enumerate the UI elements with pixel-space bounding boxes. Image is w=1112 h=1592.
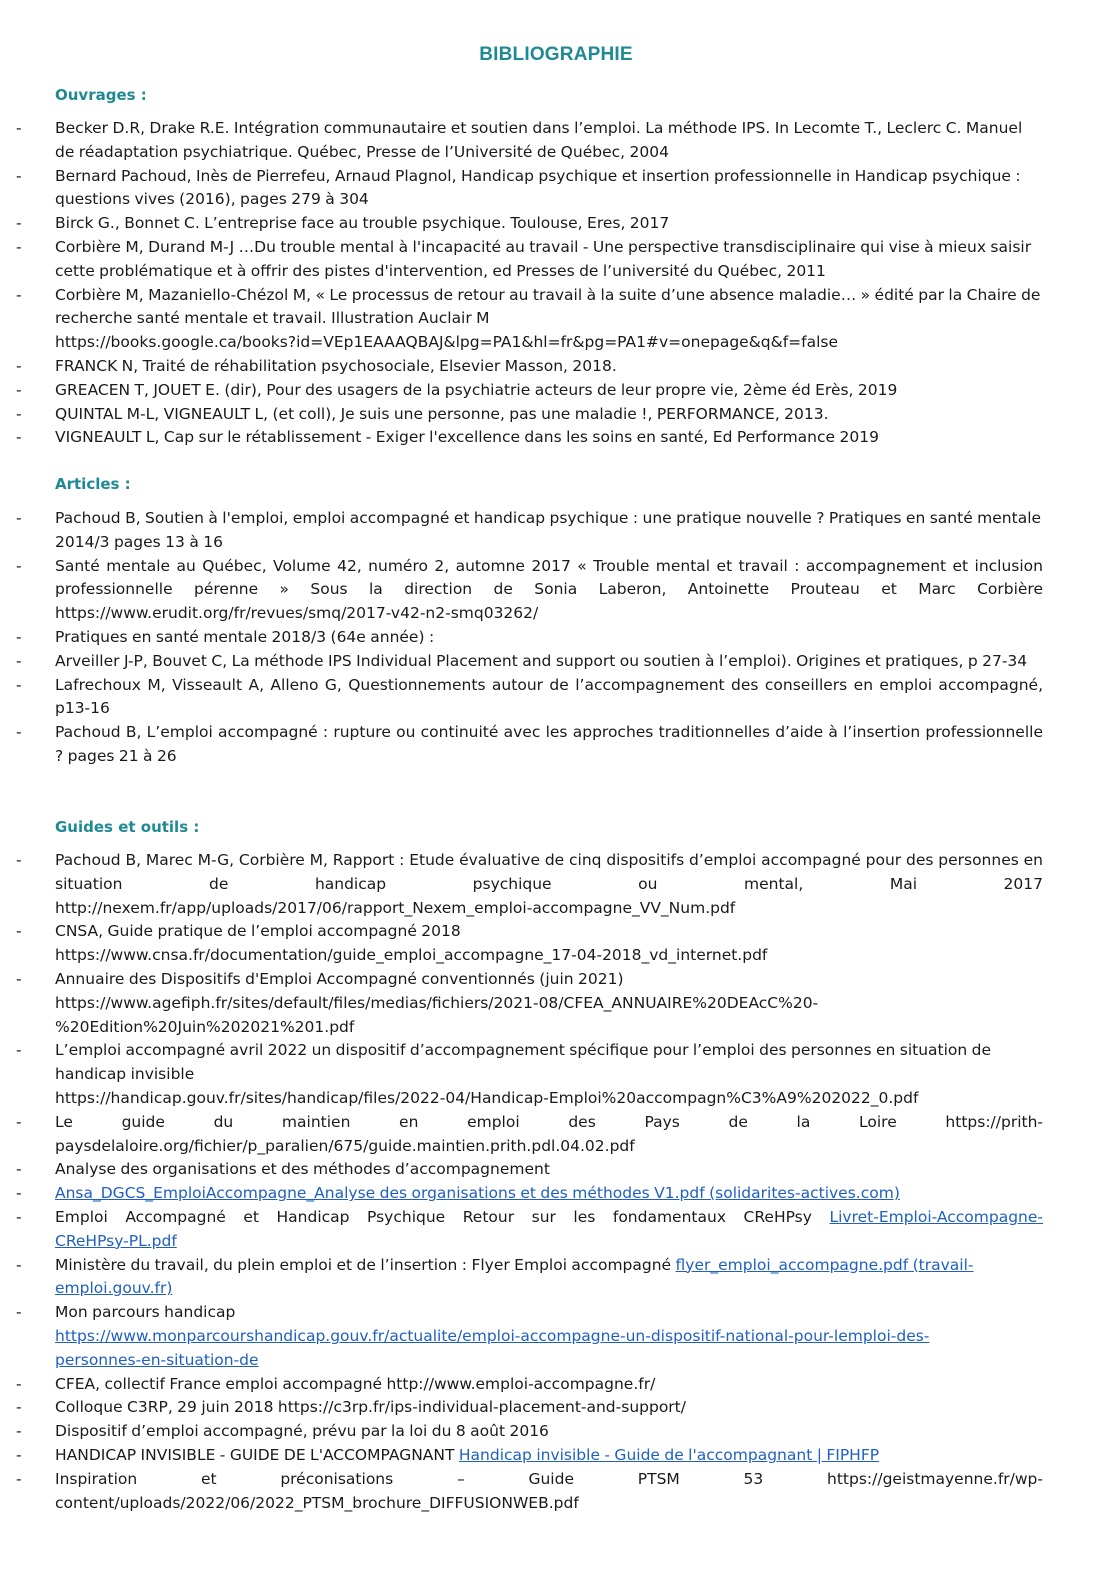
- articles-list: [0, 507, 1112, 769]
- monparcours-link-cont[interactable]: personnes-en-situation-de: [55, 1350, 259, 1369]
- list-item: - Colloque C3RP, 29 juin 2018 https://c3rp.fr/ips-individual-placement-and-support/: [16, 1398, 686, 1417]
- url-text: https://www.agefiph.fr/sites/default/files/medias/fichiers/2021-08/CFEA_ANNUAIRE%20DEAcC%20-: [55, 993, 819, 1012]
- list-item: - QUINTAL M-L, VIGNEAULT L, (et coll), Je suis une personne, pas une maladie !, PERFORMANCE, 2013.: [16, 404, 829, 423]
- list-item: - Analyse des organisations et des méthodes d’accompagnement: [16, 1160, 550, 1179]
- flyer-pdf-link-cont[interactable]: emploi.gouv.fr): [55, 1279, 173, 1298]
- crehpsy-pdf-link[interactable]: Livret-Emploi-Accompagne-: [829, 1207, 1043, 1226]
- list-item: - Pachoud B, L’emploi accompagné : rupture ou continuité avec les approches traditionnelles d’aide à l’insertion professionnelle ? pages 21 à 26: [16, 723, 1043, 765]
- list-item: - HANDICAP INVISIBLE - GUIDE DE L'ACCOMPAGNANT Handicap invisible - Guide de l'accompagnant | FIPHFP: [16, 1445, 880, 1464]
- url-text: https://handicap.gouv.fr/sites/handicap/files/2022-04/Handicap-Emploi%20accompagn%C3%A9%202022_0.pdf: [55, 1088, 919, 1107]
- url-text: https://books.google.ca/books?id=VEp1EAAAQBAJ&lpg=PA1&hl=fr&pg=PA1#v=onepage&q&f=false: [55, 333, 839, 352]
- crehpsy-pdf-link-cont[interactable]: CReHPsy-PL.pdf: [55, 1231, 177, 1250]
- list-item: - Corbière M, Mazaniello-Chézol M, « Le processus de retour au travail à la suite d’une absence maladie… » édité par la Chaire de recherche santé mentale et travail. Illustration Auclair M https://books.google.ca/books?id=VEp1EAAAQBAJ&lpg=PA1&hl=fr&pg=PA1#v=onepage&q&f=false: [0, 284, 1112, 355]
- list-item: - Le guide du maintien en emploi des Pays de la Loire https://prith- paysdelaloire.org/fichier/p_paralien/675/guide.maintien.prith.pdl.04.02.pdf: [0, 1111, 1112, 1159]
- ouvrages-list: [0, 117, 1112, 450]
- url-text: content/uploads/2022/06/2022_PTSM_brochure_DIFFUSIONWEB.pdf: [55, 1493, 579, 1512]
- url-text: https://www.cnsa.fr/documentation/guide_emploi_accompagne_17-04-2018_vd_internet.pdf: [55, 946, 768, 965]
- list-item: - CNSA, Guide pratique de l’emploi accompagné 2018 https://www.cnsa.fr/documentation/guide_emploi_accompagne_17-04-2018_vd_internet.pdf: [0, 920, 1112, 968]
- list-item: - Mon parcours handicap https://www.monparcourshandicap.gouv.fr/actualite/emploi-accompagne-un-dispositif-national-pour-lemploi-des- personnes-en-situation-de: [16, 1303, 930, 1369]
- fiphfp-link[interactable]: Handicap invisible - Guide de l'accompagnant | FIPHFP: [458, 1445, 880, 1464]
- section-heading-articles: Articles :: [55, 475, 131, 493]
- list-item: - Ansa_DGCS_EmploiAccompagne_Analyse des organisations et des méthodes V1.pdf (solidarites-actives.com): [16, 1184, 900, 1203]
- list-item: - GREACEN T, JOUET E. (dir), Pour des usagers de la psychiatrie acteurs de leur propre vie, 2ème éd Erès, 2019: [16, 380, 898, 399]
- list-item: - Arveiller J-P, Bouvet C, La méthode IPS Individual Placement and support ou soutien à l’emploi). Origines et pratiques, p 27-34: [16, 651, 1028, 670]
- list-item: - Pratiques en santé mentale 2018/3 (64e année) :: [16, 627, 435, 646]
- list-item: - FRANCK N, Traité de réhabilitation psychosociale, Elsevier Masson, 2018.: [16, 356, 617, 375]
- list-item: - Inspiration et préconisations – Guide PTSM 53 https://geistmayenne.fr/wp- content/uploads/2022/06/2022_PTSM_brochure_DIFFUSIONWEB.pdf: [0, 1468, 1112, 1516]
- monparcours-link[interactable]: https://www.monparcourshandicap.gouv.fr/actualite/emploi-accompagne-un-dispositif-national-pour-lemploi-des-: [55, 1326, 930, 1345]
- list-item: - Santé mentale au Québec, Volume 42, numéro 2, automne 2017 « Trouble mental et travail : accompagnement et inclusion professionnelle pérenne » Sous la direction de Sonia Laberon, Antoinette Prouteau et Marc Corbière https://www.erudit.org/fr/revues/smq/2017-v42-n2-smq03262/: [0, 555, 1112, 626]
- list-item: - L’emploi accompagné avril 2022 un dispositif d’accompagnement spécifique pour l’emploi des personnes en situation de handicap invisible https://handicap.gouv.fr/sites/handicap/files/2022-04/Handicap-Emploi%20accompagn%C3%A9%202022_0.pdf: [0, 1039, 1112, 1110]
- list-item: - Lafrechoux M, Visseault A, Alleno G, Questionnements autour de l’accompagnement des conseillers en emploi accompagné, p13-16: [16, 675, 1043, 718]
- list-item: - CFEA, collectif France emploi accompagné http://www.emploi-accompagne.fr/: [16, 1374, 656, 1393]
- list-item: - Emploi Accompagné et Handicap Psychique Retour sur les fondamentaux CReHPsy Livret-Emploi-Accompagne- CReHPsy-PL.pdf: [16, 1207, 1043, 1250]
- section-heading-ouvrages: Ouvrages :: [55, 86, 147, 104]
- section-heading-guides: Guides et outils :: [55, 818, 200, 836]
- list-item: - Ministère du travail, du plein emploi et de l’insertion : Flyer Emploi accompagné flyer_emploi_accompagne.pdf (travail- emploi.gouv.fr): [16, 1255, 974, 1298]
- list-item: - Becker D.R, Drake R.E. Intégration communautaire et soutien dans l’emploi. La méthode IPS. In Lecomte T., Leclerc C. Manuel de réadaptation psychiatrique. Québec, Presse de l’Université de Québec, 2004: [16, 119, 1023, 161]
- list-item: - Pachoud B, Soutien à l'emploi, emploi accompagné et handicap psychique : une pratique nouvelle ? Pratiques en santé mentale 2014/3 pages 13 à 16: [16, 509, 1042, 551]
- url-text: paysdelaloire.org/fichier/p_paralien/675/guide.maintien.prith.pdl.04.02.pdf: [55, 1136, 635, 1155]
- url-text: https://www.erudit.org/fr/revues/smq/2017-v42-n2-smq03262/: [55, 604, 539, 623]
- list-item: - Corbière M, Durand M-J …Du trouble mental à l'incapacité au travail - Une perspective transdisciplinaire qui vise à mieux saisir cette problématique et à offrir des pistes d'intervention, ed Presses de l’université du Québec, 2011: [16, 237, 1032, 280]
- flyer-pdf-link[interactable]: flyer_emploi_accompagne.pdf (travail-: [675, 1255, 974, 1274]
- list-item: - VIGNEAULT L, Cap sur le rétablissement - Exiger l'excellence dans les soins en santé, Ed Performance 2019: [16, 428, 879, 447]
- guides-list: [0, 849, 1112, 1515]
- list-item: - Bernard Pachoud, Inès de Pierrefeu, Arnaud Plagnol, Handicap psychique et insertion professionnelle in Handicap psychique : questions vives (2016), pages 279 à 304: [16, 166, 1021, 209]
- list-item: - Dispositif d’emploi accompagné, prévu par la loi du 8 août 2016: [16, 1422, 549, 1441]
- list-item: - Birck G., Bonnet C. L’entreprise face au trouble psychique. Toulouse, Eres, 2017: [16, 214, 670, 233]
- list-item: - Pachoud B, Marec M-G, Corbière M, Rapport : Etude évaluative de cinq dispositifs d’emploi accompagné pour des personnes en situation de handicap psychique ou mental, Mai 2017 http://nexem.fr/app/uploads/2017/06/rapport_Nexem_emploi-accompagne_VV_Num.pdf: [0, 849, 1112, 920]
- url-text: http://nexem.fr/app/uploads/2017/06/rapport_Nexem_emploi-accompagne_VV_Num.pdf: [55, 898, 736, 917]
- url-text: %20Edition%20Juin%202021%201.pdf: [55, 1017, 355, 1036]
- ansa-pdf-link[interactable]: Ansa_DGCS_EmploiAccompagne_Analyse des organisations et des méthodes V1.pdf (solidarites-actives.com): [55, 1184, 900, 1203]
- page-title: BIBLIOGRAPHIE: [479, 44, 633, 65]
- list-item: - Annuaire des Dispositifs d'Emploi Accompagné conventionnés (juin 2021) https://www.agefiph.fr/sites/default/files/medias/fichiers/2021-08/CFEA_ANNUAIRE%20DEAcC%20- %20Edition%20Juin%202021%201.pdf: [0, 968, 1112, 1039]
